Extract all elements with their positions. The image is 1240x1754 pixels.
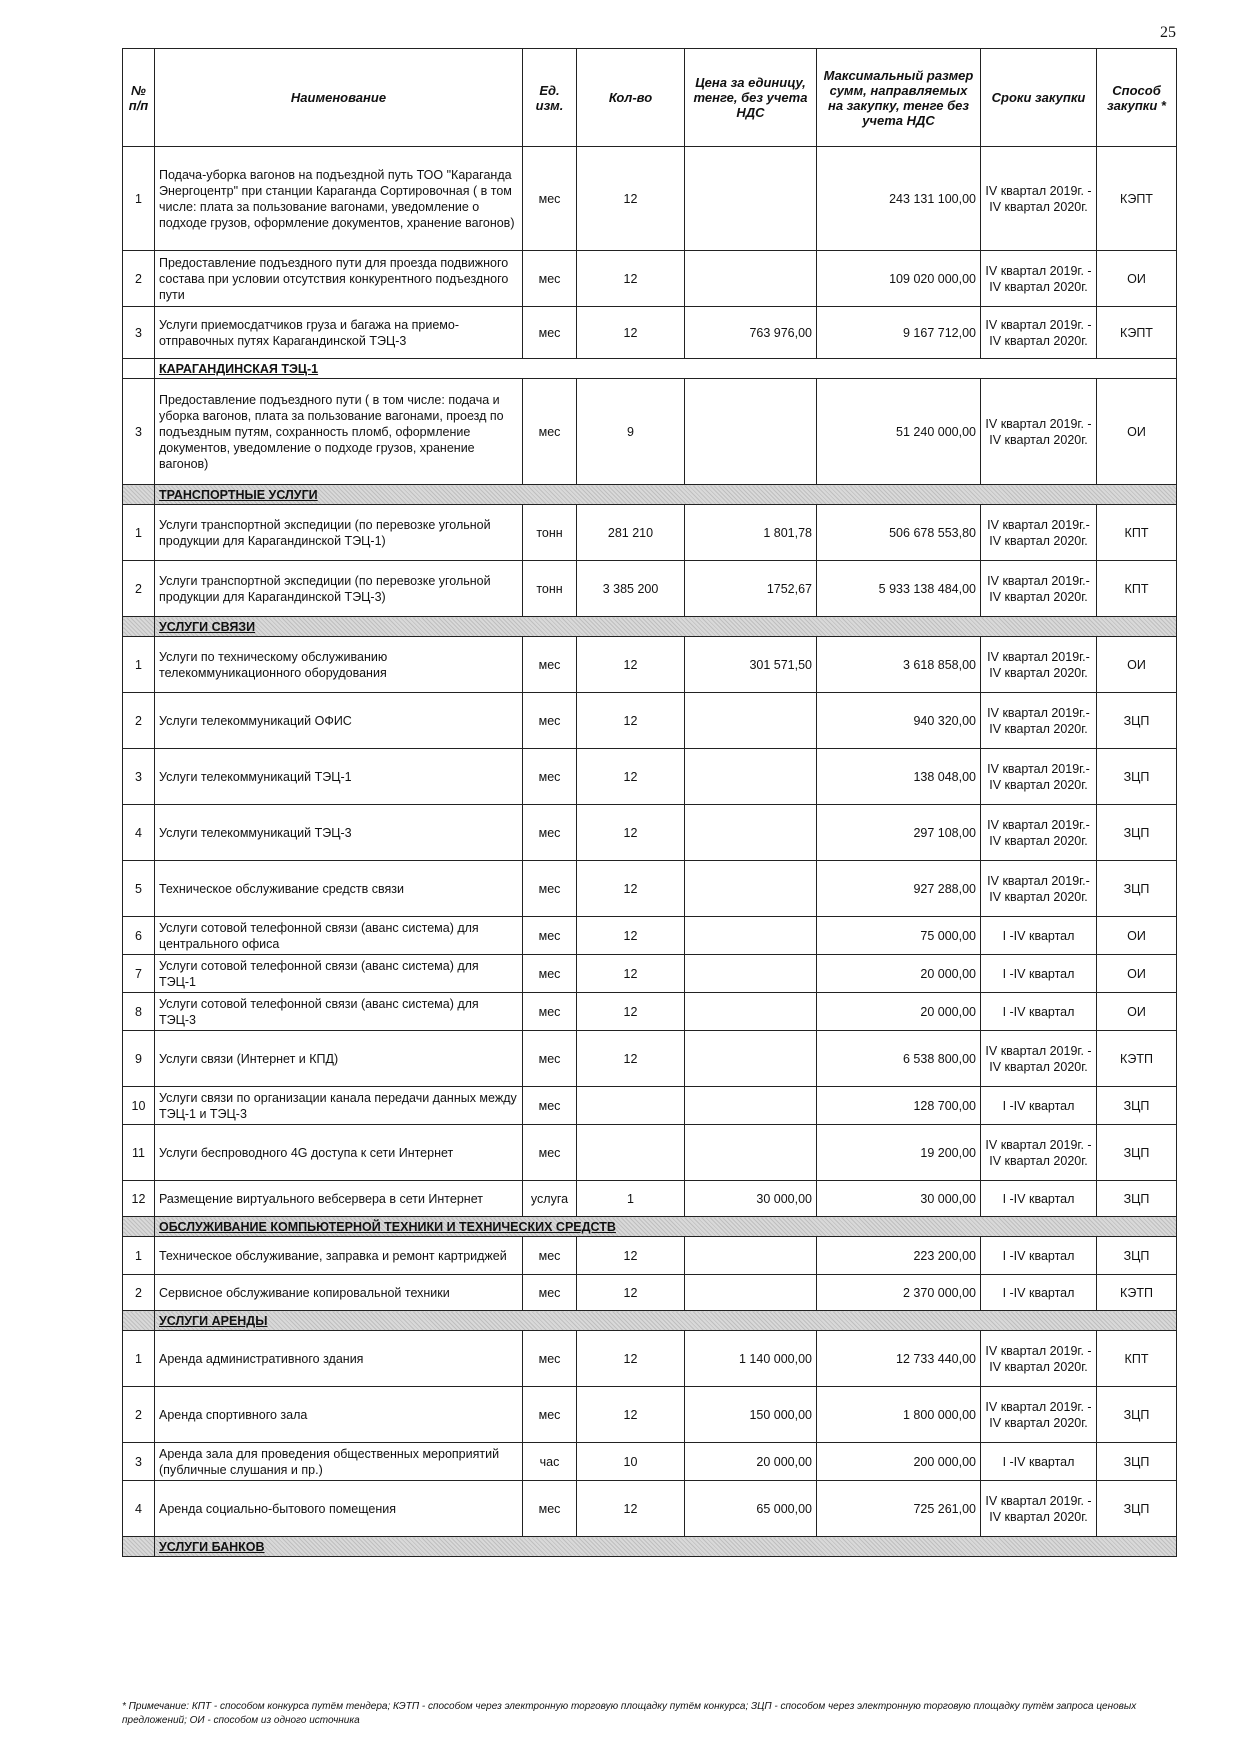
row-terms: IV квартал 2019г.-IV квартал 2020г. — [981, 505, 1097, 561]
row-method: ОИ — [1097, 993, 1177, 1031]
row-qty: 12 — [577, 1237, 685, 1275]
row-price — [685, 1087, 817, 1125]
row-max-sum: 2 370 000,00 — [817, 1275, 981, 1311]
row-max-sum: 243 131 100,00 — [817, 147, 981, 251]
section-spacer — [123, 617, 155, 637]
section-spacer — [123, 1311, 155, 1331]
row-qty: 12 — [577, 955, 685, 993]
row-max-sum: 20 000,00 — [817, 955, 981, 993]
row-max-sum: 3 618 858,00 — [817, 637, 981, 693]
row-number: 8 — [123, 993, 155, 1031]
row-qty: 1 — [577, 1181, 685, 1217]
row-price — [685, 917, 817, 955]
row-unit: мес — [523, 1387, 577, 1443]
row-name: Услуги сотовой телефонной связи (аванс система) для центрального офиса — [155, 917, 523, 955]
section-row — [123, 359, 1177, 379]
row-qty: 12 — [577, 1275, 685, 1311]
table-row — [123, 505, 1177, 561]
row-method: ЗЦП — [1097, 1125, 1177, 1181]
row-unit: мес — [523, 955, 577, 993]
row-price — [685, 805, 817, 861]
row-max-sum: 223 200,00 — [817, 1237, 981, 1275]
row-method: КЭТП — [1097, 1275, 1177, 1311]
row-qty: 12 — [577, 1031, 685, 1087]
row-max-sum: 297 108,00 — [817, 805, 981, 861]
row-name: Услуги телекоммуникаций ТЭЦ-1 — [155, 749, 523, 805]
row-number: 1 — [123, 637, 155, 693]
row-unit: мес — [523, 917, 577, 955]
row-unit: мес — [523, 993, 577, 1031]
row-price: 150 000,00 — [685, 1387, 817, 1443]
row-qty: 12 — [577, 693, 685, 749]
section-title: УСЛУГИ СВЯЗИ — [155, 617, 1177, 637]
row-number: 6 — [123, 917, 155, 955]
row-number: 5 — [123, 861, 155, 917]
row-qty: 12 — [577, 147, 685, 251]
row-price — [685, 693, 817, 749]
page-number: 25 — [1160, 24, 1176, 41]
row-price — [685, 749, 817, 805]
row-max-sum: 19 200,00 — [817, 1125, 981, 1181]
row-method: ЗЦП — [1097, 805, 1177, 861]
row-method: ОИ — [1097, 379, 1177, 485]
row-method: ЗЦП — [1097, 861, 1177, 917]
header-qty: Кол-во — [577, 49, 685, 147]
row-max-sum: 9 167 712,00 — [817, 307, 981, 359]
row-unit: мес — [523, 147, 577, 251]
section-row — [123, 1537, 1177, 1557]
row-method: ЗЦП — [1097, 693, 1177, 749]
table-row — [123, 861, 1177, 917]
row-max-sum: 725 261,00 — [817, 1481, 981, 1537]
row-qty: 281 210 — [577, 505, 685, 561]
section-spacer — [123, 1537, 155, 1557]
row-name: Услуги связи (Интернет и КПД) — [155, 1031, 523, 1087]
section-row — [123, 485, 1177, 505]
table-row — [123, 1387, 1177, 1443]
row-name: Сервисное обслуживание копировальной техники — [155, 1275, 523, 1311]
row-terms: IV квартал 2019г.-IV квартал 2020г. — [981, 805, 1097, 861]
section-title: КАРАГАНДИНСКАЯ ТЭЦ-1 — [155, 359, 1177, 379]
row-number: 2 — [123, 561, 155, 617]
table-row — [123, 637, 1177, 693]
section-title: УСЛУГИ АРЕНДЫ — [155, 1311, 1177, 1331]
row-qty — [577, 1125, 685, 1181]
row-number: 1 — [123, 1237, 155, 1275]
row-name: Техническое обслуживание средств связи — [155, 861, 523, 917]
row-max-sum: 940 320,00 — [817, 693, 981, 749]
section-title: ТРАНСПОРТНЫЕ УСЛУГИ — [155, 485, 1177, 505]
section-row — [123, 1217, 1177, 1237]
row-terms: I -IV квартал — [981, 993, 1097, 1031]
row-price — [685, 379, 817, 485]
table-row — [123, 1443, 1177, 1481]
row-unit: мес — [523, 1275, 577, 1311]
row-price — [685, 993, 817, 1031]
row-max-sum: 5 933 138 484,00 — [817, 561, 981, 617]
row-max-sum: 6 538 800,00 — [817, 1031, 981, 1087]
row-name: Размещение виртуального вебсервера в сети Интернет — [155, 1181, 523, 1217]
section-title: УСЛУГИ БАНКОВ — [155, 1537, 1177, 1557]
row-method: ОИ — [1097, 637, 1177, 693]
row-number: 2 — [123, 251, 155, 307]
row-price: 1752,67 — [685, 561, 817, 617]
header-name: Наименование — [155, 49, 523, 147]
row-price — [685, 861, 817, 917]
row-max-sum: 506 678 553,80 — [817, 505, 981, 561]
table-row — [123, 917, 1177, 955]
row-number: 12 — [123, 1181, 155, 1217]
row-price — [685, 1275, 817, 1311]
row-name: Услуги приемосдатчиков груза и багажа на приемо-отправочных путях Карагандинской ТЭЦ-3 — [155, 307, 523, 359]
row-name: Аренда спортивного зала — [155, 1387, 523, 1443]
row-name: Услуги по техническому обслуживанию телекоммуникационного оборудования — [155, 637, 523, 693]
row-price: 30 000,00 — [685, 1181, 817, 1217]
row-qty: 12 — [577, 993, 685, 1031]
row-max-sum: 30 000,00 — [817, 1181, 981, 1217]
row-method: КПТ — [1097, 505, 1177, 561]
row-number: 3 — [123, 307, 155, 359]
row-terms: IV квартал 2019г. - IV квартал 2020г. — [981, 1387, 1097, 1443]
row-name: Подача-уборка вагонов на подъездной путь ТОО "Караганда Энергоцентр" при станции Караганда Сортировочная ( в том числе: плата за пользование вагонами, уведомление о подходе грузов, оформление документов, хранение вагонов) — [155, 147, 523, 251]
row-number: 11 — [123, 1125, 155, 1181]
row-terms: I -IV квартал — [981, 1087, 1097, 1125]
row-max-sum: 128 700,00 — [817, 1087, 981, 1125]
row-name: Предоставление подъездного пути для проезда подвижного состава при условии отсутствия конкурентного подъездного пути — [155, 251, 523, 307]
row-terms: IV квартал 2019г.-IV квартал 2020г. — [981, 861, 1097, 917]
row-unit: мес — [523, 1237, 577, 1275]
row-max-sum: 200 000,00 — [817, 1443, 981, 1481]
row-price — [685, 1031, 817, 1087]
row-method: ОИ — [1097, 955, 1177, 993]
row-qty: 12 — [577, 917, 685, 955]
row-name: Услуги сотовой телефонной связи (аванс система) для ТЭЦ-1 — [155, 955, 523, 993]
row-number: 2 — [123, 1387, 155, 1443]
row-unit: мес — [523, 1031, 577, 1087]
row-qty: 3 385 200 — [577, 561, 685, 617]
row-price — [685, 1125, 817, 1181]
row-terms: I -IV квартал — [981, 917, 1097, 955]
header-max-sum: Максимальный размер сумм, направляемых на закупку, тенге без учета НДС — [817, 49, 981, 147]
row-name: Услуги беспроводного 4G доступа к сети Интернет — [155, 1125, 523, 1181]
row-unit: мес — [523, 251, 577, 307]
row-number: 10 — [123, 1087, 155, 1125]
row-unit: мес — [523, 379, 577, 485]
row-name: Техническое обслуживание, заправка и ремонт картриджей — [155, 1237, 523, 1275]
table-row — [123, 1275, 1177, 1311]
row-price: 763 976,00 — [685, 307, 817, 359]
row-number: 2 — [123, 1275, 155, 1311]
row-method: ЗЦП — [1097, 1387, 1177, 1443]
row-name: Услуги сотовой телефонной связи (аванс система) для ТЭЦ-3 — [155, 993, 523, 1031]
row-method: КЭПТ — [1097, 307, 1177, 359]
table-row — [123, 251, 1177, 307]
section-spacer — [123, 485, 155, 505]
section-row — [123, 1311, 1177, 1331]
row-method: ОИ — [1097, 251, 1177, 307]
row-method: ЗЦП — [1097, 1087, 1177, 1125]
row-terms: IV квартал 2019г. - IV квартал 2020г. — [981, 1125, 1097, 1181]
row-max-sum: 927 288,00 — [817, 861, 981, 917]
row-terms: I -IV квартал — [981, 1181, 1097, 1217]
row-terms: I -IV квартал — [981, 1275, 1097, 1311]
row-max-sum: 1 800 000,00 — [817, 1387, 981, 1443]
row-method: ЗЦП — [1097, 1237, 1177, 1275]
table-row — [123, 1087, 1177, 1125]
row-name: Аренда зала для проведения общественных мероприятий (публичные слушания и пр.) — [155, 1443, 523, 1481]
row-qty: 12 — [577, 251, 685, 307]
row-price — [685, 955, 817, 993]
row-terms: I -IV квартал — [981, 1443, 1097, 1481]
row-qty — [577, 1087, 685, 1125]
table-row — [123, 561, 1177, 617]
row-name: Аренда социально-бытового помещения — [155, 1481, 523, 1537]
table-row — [123, 1331, 1177, 1387]
row-price: 20 000,00 — [685, 1443, 817, 1481]
header-method: Способ закупки * — [1097, 49, 1177, 147]
row-method: ОИ — [1097, 917, 1177, 955]
row-unit: мес — [523, 693, 577, 749]
row-price — [685, 147, 817, 251]
row-method: КПТ — [1097, 561, 1177, 617]
row-max-sum: 75 000,00 — [817, 917, 981, 955]
row-terms: IV квартал 2019г. - IV квартал 2020г. — [981, 147, 1097, 251]
table-row — [123, 1125, 1177, 1181]
row-name: Услуги транспортной экспедиции (по перевозке угольной продукции для Карагандинской ТЭЦ-3) — [155, 561, 523, 617]
row-terms: IV квартал 2019г. - IV квартал 2020г. — [981, 1331, 1097, 1387]
row-number: 7 — [123, 955, 155, 993]
row-unit: тонн — [523, 505, 577, 561]
row-unit: мес — [523, 805, 577, 861]
row-qty: 12 — [577, 749, 685, 805]
row-number: 3 — [123, 749, 155, 805]
section-spacer — [123, 1217, 155, 1237]
row-method: КЭПТ — [1097, 147, 1177, 251]
row-number: 1 — [123, 505, 155, 561]
row-terms: IV квартал 2019г. - IV квартал 2020г. — [981, 251, 1097, 307]
row-price: 1 801,78 — [685, 505, 817, 561]
row-number: 3 — [123, 379, 155, 485]
row-max-sum: 12 733 440,00 — [817, 1331, 981, 1387]
row-max-sum: 109 020 000,00 — [817, 251, 981, 307]
header-num: № п/п — [123, 49, 155, 147]
row-qty: 10 — [577, 1443, 685, 1481]
header-unit: Ед. изм. — [523, 49, 577, 147]
row-terms: IV квартал 2019г.-IV квартал 2020г. — [981, 637, 1097, 693]
row-method: ЗЦП — [1097, 1181, 1177, 1217]
table-row — [123, 1481, 1177, 1537]
row-number: 2 — [123, 693, 155, 749]
row-unit: мес — [523, 307, 577, 359]
header-row — [123, 49, 1177, 147]
table-row — [123, 749, 1177, 805]
row-terms: IV квартал 2019г. - IV квартал 2020г. — [981, 1481, 1097, 1537]
row-unit: час — [523, 1443, 577, 1481]
row-unit: мес — [523, 1331, 577, 1387]
row-number: 3 — [123, 1443, 155, 1481]
section-row — [123, 617, 1177, 637]
row-terms: IV квартал 2019г. - IV квартал 2020г. — [981, 379, 1097, 485]
row-unit: мес — [523, 861, 577, 917]
procurement-table — [122, 48, 1177, 1557]
row-name: Услуги транспортной экспедиции (по перевозке угольной продукции для Карагандинской ТЭЦ-1) — [155, 505, 523, 561]
section-title: ОБСЛУЖИВАНИЕ КОМПЬЮТЕРНОЙ ТЕХНИКИ И ТЕХНИЧЕСКИХ СРЕДСТВ — [155, 1217, 1177, 1237]
row-qty: 12 — [577, 1481, 685, 1537]
row-number: 4 — [123, 805, 155, 861]
row-max-sum: 20 000,00 — [817, 993, 981, 1031]
row-terms: I -IV квартал — [981, 955, 1097, 993]
table-row — [123, 955, 1177, 993]
row-qty: 12 — [577, 307, 685, 359]
table-row — [123, 693, 1177, 749]
row-number: 1 — [123, 147, 155, 251]
table-row — [123, 1031, 1177, 1087]
row-terms: IV квартал 2019г.-IV квартал 2020г. — [981, 561, 1097, 617]
row-qty: 9 — [577, 379, 685, 485]
footnote: * Примечание: КПТ - способом конкурса путём тендера; КЭТП - способом через электронную торговую площадку путём конкурса; ЗЦП - способом через электронную торговую площадку путём запроса ценовых предложений; ОИ - способом из одного источника — [122, 1701, 1137, 1726]
row-method: КЭТП — [1097, 1031, 1177, 1087]
row-method: ЗЦП — [1097, 749, 1177, 805]
row-name: Услуги связи по организации канала передачи данных между ТЭЦ-1 и ТЭЦ-3 — [155, 1087, 523, 1125]
row-name: Услуги телекоммуникаций ТЭЦ-3 — [155, 805, 523, 861]
row-unit: мес — [523, 1087, 577, 1125]
row-qty: 12 — [577, 805, 685, 861]
row-qty: 12 — [577, 1387, 685, 1443]
row-terms: IV квартал 2019г. - IV квартал 2020г. — [981, 307, 1097, 359]
row-price: 1 140 000,00 — [685, 1331, 817, 1387]
row-method: ЗЦП — [1097, 1481, 1177, 1537]
row-price — [685, 1237, 817, 1275]
row-price: 65 000,00 — [685, 1481, 817, 1537]
row-name: Услуги телекоммуникаций ОФИС — [155, 693, 523, 749]
row-number: 9 — [123, 1031, 155, 1087]
header-terms: Сроки закупки — [981, 49, 1097, 147]
table-row — [123, 147, 1177, 251]
row-qty: 12 — [577, 637, 685, 693]
table-row — [123, 307, 1177, 359]
row-terms: IV квартал 2019г. - IV квартал 2020г. — [981, 1031, 1097, 1087]
row-unit: мес — [523, 1481, 577, 1537]
row-method: ЗЦП — [1097, 1443, 1177, 1481]
row-terms: IV квартал 2019г.-IV квартал 2020г. — [981, 749, 1097, 805]
row-price: 301 571,50 — [685, 637, 817, 693]
row-qty: 12 — [577, 1331, 685, 1387]
row-method: КПТ — [1097, 1331, 1177, 1387]
row-number: 1 — [123, 1331, 155, 1387]
row-qty: 12 — [577, 861, 685, 917]
section-spacer — [123, 359, 155, 379]
row-max-sum: 138 048,00 — [817, 749, 981, 805]
row-terms: IV квартал 2019г.-IV квартал 2020г. — [981, 693, 1097, 749]
table-row — [123, 1181, 1177, 1217]
table-row — [123, 993, 1177, 1031]
row-unit: мес — [523, 1125, 577, 1181]
row-name: Аренда административного здания — [155, 1331, 523, 1387]
row-unit: мес — [523, 749, 577, 805]
row-price — [685, 251, 817, 307]
table-row — [123, 379, 1177, 485]
row-terms: I -IV квартал — [981, 1237, 1097, 1275]
row-number: 4 — [123, 1481, 155, 1537]
row-unit: услуга — [523, 1181, 577, 1217]
row-unit: тонн — [523, 561, 577, 617]
row-name: Предоставление подъездного пути ( в том числе: подача и уборка вагонов, плата за пользование вагонами, проезд по подъездным путям, сохранность пломб, оформление документов, уведомление о подходе грузов, хранение вагонов) — [155, 379, 523, 485]
table-row — [123, 1237, 1177, 1275]
table-row — [123, 805, 1177, 861]
header-price: Цена за единицу, тенге, без учета НДС — [685, 49, 817, 147]
row-unit: мес — [523, 637, 577, 693]
row-max-sum: 51 240 000,00 — [817, 379, 981, 485]
